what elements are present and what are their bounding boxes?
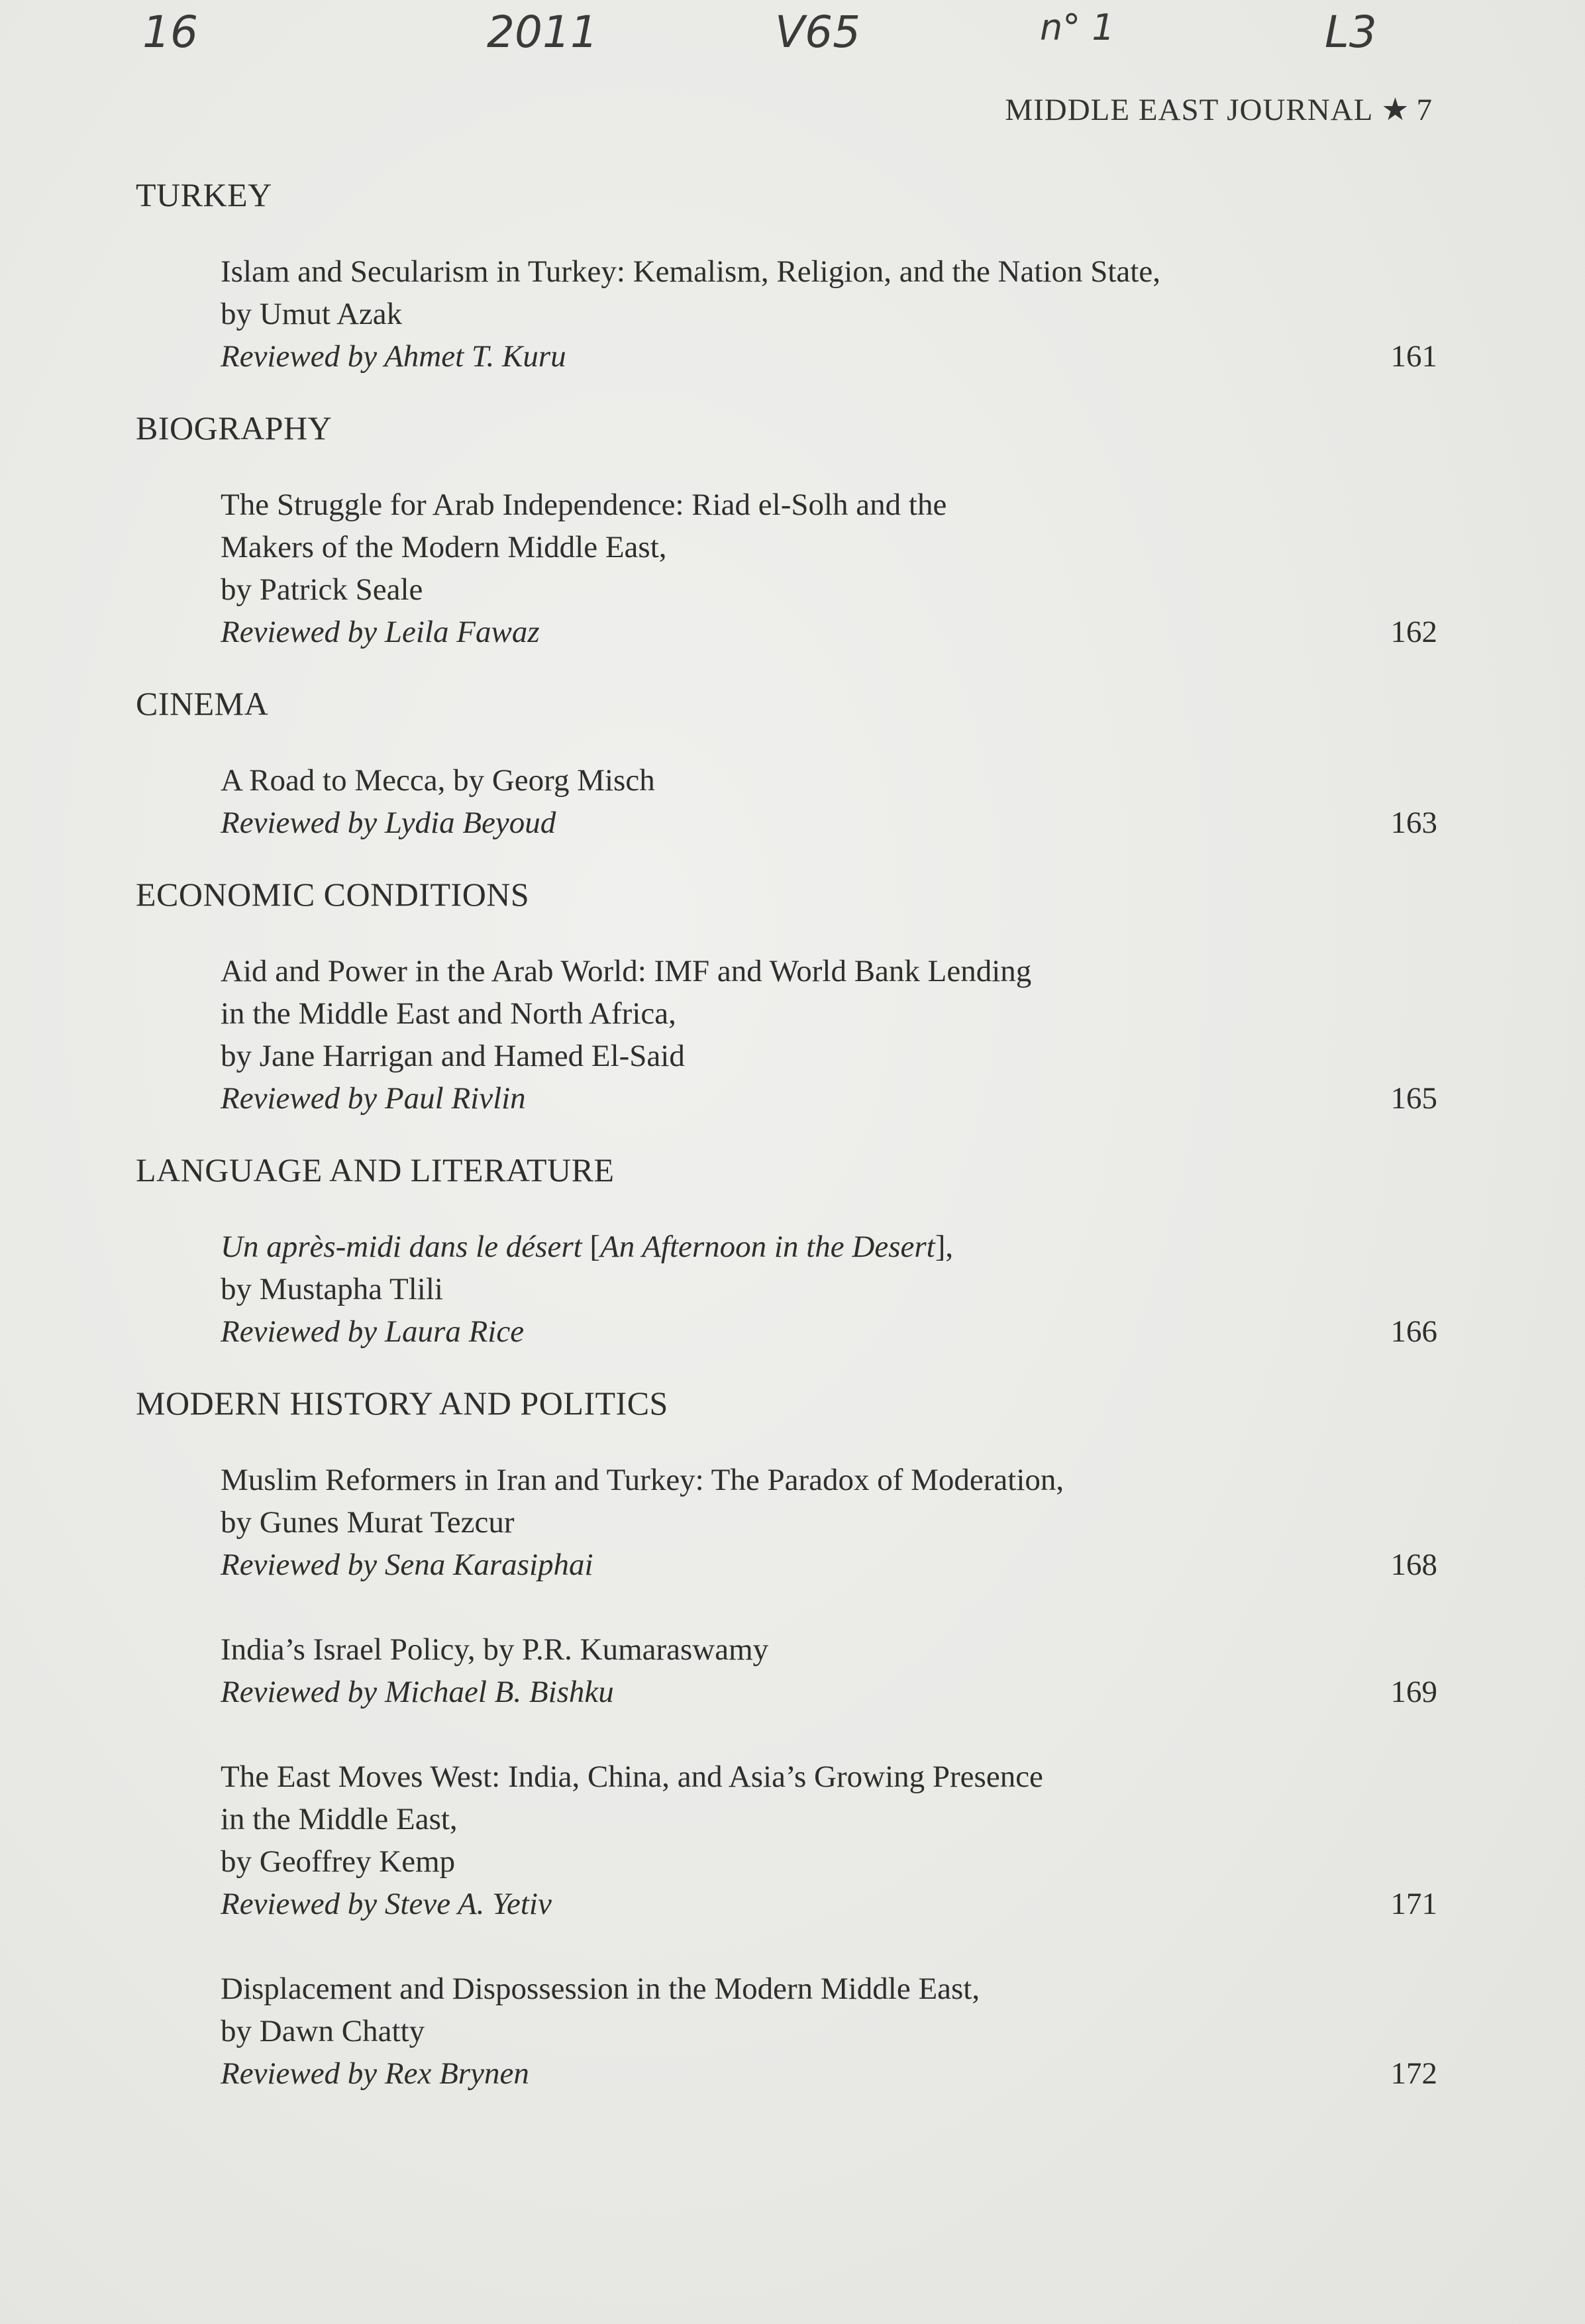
- review-entry: [136, 484, 1437, 653]
- book-title-line: The East Moves West: India, China, and Asia’s Growing Presence: [221, 1760, 1043, 1794]
- book-author: by Gunes Murat Tezcur: [221, 1505, 515, 1540]
- review-entry: [136, 759, 1437, 844]
- review-entry: [136, 1459, 1437, 1586]
- review-entry: [136, 1756, 1437, 1925]
- review-entry: [136, 250, 1437, 378]
- section-biography: [136, 407, 1437, 653]
- entry-page-number: 161: [1390, 339, 1437, 374]
- reviewer: Reviewed by Ahmet T. Kuru: [221, 339, 566, 374]
- book-title-original: Un après-midi dans le désert: [221, 1230, 582, 1264]
- handwritten-note: n° 1: [1040, 7, 1115, 48]
- entry-page-number: 163: [1390, 806, 1437, 840]
- section-heading: MODERN HISTORY AND POLITICS: [136, 1385, 668, 1422]
- section-heading: LANGUAGE AND LITERATURE: [136, 1151, 615, 1188]
- handwritten-note: V65: [775, 7, 861, 58]
- handwritten-note: 2011: [487, 7, 598, 58]
- review-entry: [136, 1968, 1437, 2095]
- reviewer: Reviewed by Paul Rivlin: [221, 1081, 526, 1116]
- journal-name: MIDDLE EAST JOURNAL: [1005, 93, 1374, 127]
- entry-page-number: 171: [1390, 1887, 1437, 1921]
- section-heading: BIOGRAPHY: [136, 409, 332, 447]
- reviewer: Reviewed by Steve A. Yetiv: [221, 1887, 552, 1921]
- reviewer: Reviewed by Michael B. Bishku: [221, 1675, 614, 1709]
- entry-page-number: 166: [1390, 1314, 1437, 1349]
- bracket-close: ],: [935, 1230, 954, 1264]
- book-author: by Umut Azak: [221, 297, 403, 331]
- book-title-line: [221, 1226, 1325, 1268]
- section-heading: TURKEY: [136, 176, 272, 213]
- book-author: by Dawn Chatty: [221, 2014, 425, 2048]
- book-author: by Jane Harrigan and Hamed El-Said: [221, 1039, 685, 1073]
- bracket-open: [: [582, 1230, 601, 1264]
- entry-page-number: 162: [1390, 615, 1437, 649]
- entry-page-number: 169: [1390, 1675, 1437, 1709]
- handwritten-catalog-notes: [0, 7, 1585, 86]
- book-author: by Geoffrey Kemp: [221, 1844, 456, 1879]
- book-title-line: The Struggle for Arab Independence: Riad el-Solh and the: [221, 488, 947, 522]
- entry-page-number: 165: [1390, 1081, 1437, 1116]
- page-number: 7: [1416, 93, 1433, 127]
- book-title-translation: An Afternoon in the Desert: [600, 1230, 935, 1264]
- book-title-line: Displacement and Dispossession in the Modern Middle East,: [221, 1972, 980, 2006]
- entry-page-number: 168: [1390, 1548, 1437, 1582]
- book-title-line: Muslim Reformers in Iran and Turkey: The Paradox of Moderation,: [221, 1463, 1064, 1497]
- handwritten-note: 16: [142, 7, 198, 58]
- book-author: by Patrick Seale: [221, 572, 423, 607]
- book-title-line: Makers of the Modern Middle East,: [221, 530, 667, 564]
- book-author: by Mustapha Tlili: [221, 1272, 443, 1306]
- entry-page-number: 172: [1390, 2056, 1437, 2091]
- book-title-line: in the Middle East and North Africa,: [221, 996, 676, 1031]
- reviewer: Reviewed by Rex Brynen: [221, 2056, 529, 2091]
- section-language-literature: [136, 1149, 1437, 1353]
- review-entry: [136, 1226, 1437, 1353]
- book-title-author: A Road to Mecca, by Georg Misch: [221, 763, 655, 798]
- star-icon: ★: [1381, 93, 1410, 127]
- running-head: [1005, 91, 1433, 128]
- reviewer: Reviewed by Lydia Beyoud: [221, 806, 556, 840]
- book-title-line: in the Middle East,: [221, 1802, 458, 1836]
- section-economic-conditions: [136, 873, 1437, 1120]
- section-turkey: [136, 174, 1437, 378]
- section-cinema: [136, 682, 1437, 844]
- section-heading: CINEMA: [136, 685, 269, 722]
- reviewer: Reviewed by Laura Rice: [221, 1314, 525, 1349]
- reviewer: Reviewed by Sena Karasiphai: [221, 1548, 593, 1582]
- review-entry: [136, 950, 1437, 1120]
- table-of-contents: [136, 174, 1437, 2124]
- book-title-author: India’s Israel Policy, by P.R. Kumaraswamy: [221, 1632, 769, 1667]
- book-title-line: Islam and Secularism in Turkey: Kemalism, Religion, and the Nation State,: [221, 254, 1160, 289]
- section-modern-history-politics: [136, 1382, 1437, 2095]
- book-title-line: Aid and Power in the Arab World: IMF and World Bank Lending: [221, 954, 1032, 988]
- section-heading: ECONOMIC CONDITIONS: [136, 876, 530, 913]
- handwritten-note: L3: [1325, 7, 1377, 58]
- reviewer: Reviewed by Leila Fawaz: [221, 615, 540, 649]
- review-entry: [136, 1628, 1437, 1713]
